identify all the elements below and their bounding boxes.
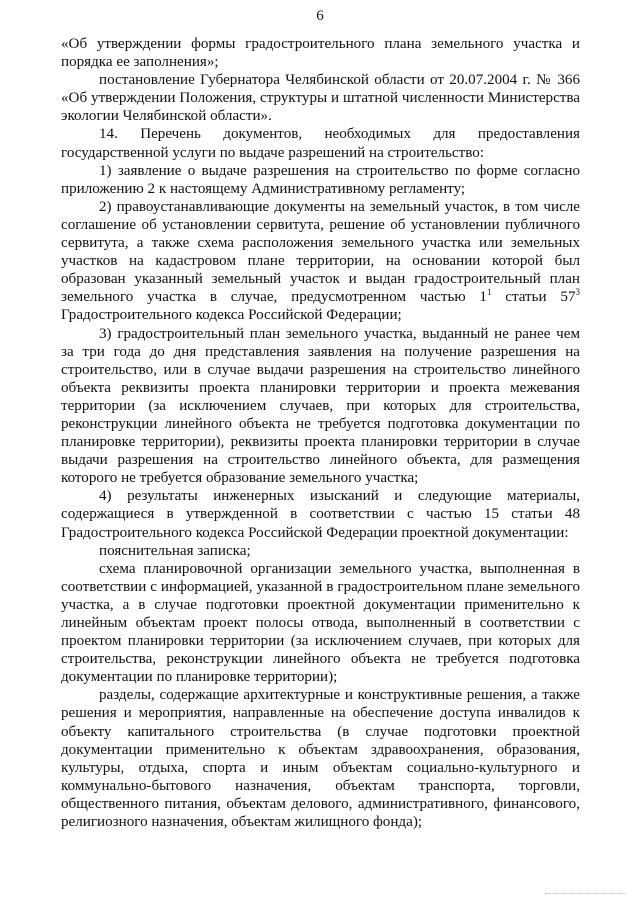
- page-number: 6: [316, 8, 324, 24]
- list-item-title-documents-text: 2) правоустанавливающие документы на земельный участок, в том числе соглашение об установлении сервитута, решение об установлении публичного сервитута, а также схема расположения земельного участка или земельных участков на кадастровом плане территории, на основании которой был образован указанный земельный участок и выдан градостроительный план земельного участка в случае, предусмотренном частью 1: [61, 198, 580, 306]
- paragraph-documents-list-heading: 14. Перечень документов, необходимых для предоставления государственной услуги по выдаче разрешений на строительство:: [61, 126, 580, 161]
- superscript-article: 3: [575, 287, 580, 298]
- footer-dotted-line: [545, 893, 625, 894]
- list-item-survey-results: 4) результаты инженерных изысканий и следующие материалы, содержащиеся в утвержденной в соответствии с частью 15 статьи 48 Градостроительного кодекса Российской Федерации проектной документации:: [61, 488, 580, 541]
- list-item-application: 1) заявление о выдаче разрешения на строительство по форме согласно приложению 2 к настоящему Административному регламенту;: [61, 162, 580, 197]
- sub-item-site-plan-scheme: схема планировочной организации земельного участка, выполненная в соответствии с информацией, указанной в градостроительном плане земельного участка, а в случае подготовки проектной документации применительно к линейным объектам проект полосы отвода, выполненный в соответствии с проектом планировки территории (за исключением случаев, при которых для строительства, реконструкции линейного объекта не требуется подготовка документации по планировке территории);: [61, 560, 580, 686]
- article-reference: статьи 57: [491, 289, 576, 306]
- paragraph-governor-decree: постановление Губернатора Челябинской области от 20.07.2004 г. № 366 «Об утверждении Положения, структуры и штатной численности Министерства экологии Челябинской области».: [61, 72, 580, 125]
- sub-item-explanatory-note: пояснительная записка;: [99, 542, 251, 559]
- paragraph-form-title: «Об утверждении формы градостроительного плана земельного участка и порядка ее заполнения»;: [61, 36, 580, 71]
- list-item-title-documents: [61, 198, 580, 325]
- list-item-urban-plan: 3) градостроительный план земельного участка, выданный не ранее чем за три года до дня представления заявления на получение разрешения на строительство, или в случае выдачи разрешения на строительство линейного объекта реквизиты проекта планировки территории и проекта межевания территории (за исключением случаев, при которых для строительства, реконструкции линейного объекта не требуется подготовка документации по планировке территории), реквизиты проекта планировки территории в случае выдачи разрешения на строительство линейного объекта, для размещения которого не требуется образование земельного участка;: [61, 325, 580, 487]
- code-reference: Градостроительного кодекса Российской Федерации;: [61, 307, 402, 324]
- superscript-part: 1: [486, 287, 492, 298]
- sub-item-architecture-sections: разделы, содержащие архитектурные и конструктивные решения, а также решения и мероприятия, направленные на обеспечение доступа инвалидов к объекту капитального строительства (в случае подготовки проектной документации применительно к объектам здравоохранения, образования, культуры, отдыха, спорта и иным объектам социально-культурного и коммунально-бытового назначения, объектам транспорта, торговли, общественного питания, объектам делового, административного, финансового, религиозного назначения, объектам жилищного фонда);: [61, 687, 580, 831]
- document-body: [61, 35, 580, 831]
